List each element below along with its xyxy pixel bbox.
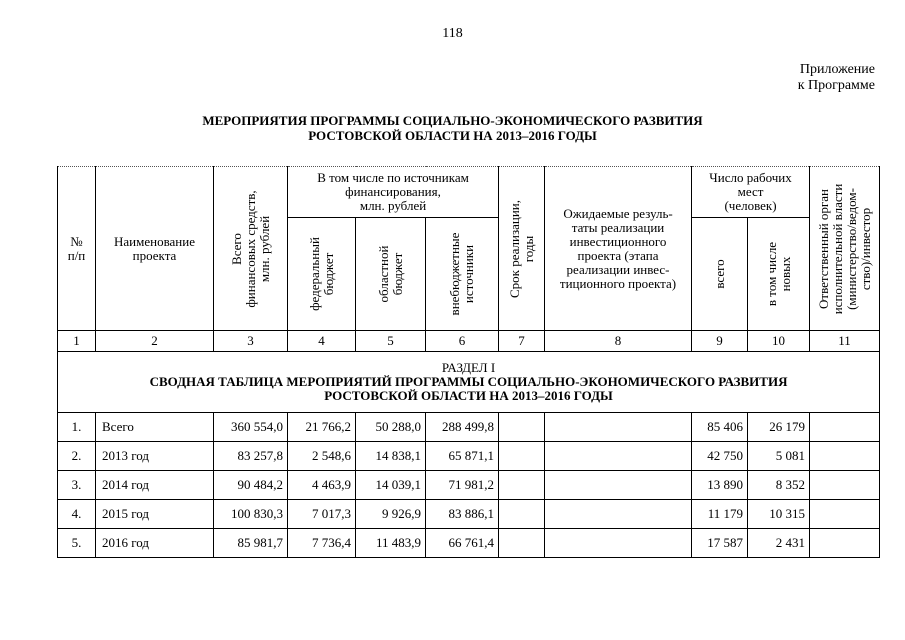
header-sources xyxy=(288,167,499,218)
header-federal xyxy=(288,218,356,331)
table-row xyxy=(58,471,880,500)
header-results-line-1: Ожидаемые резуль- xyxy=(563,205,673,221)
column-number: 4 xyxy=(288,331,356,352)
column-number: 8 xyxy=(545,331,692,352)
table-row xyxy=(58,442,880,471)
header-federal-line-2: бюджет xyxy=(320,252,336,296)
title-line-1: МЕРОПРИЯТИЯ ПРОГРАММЫ СОЦИАЛЬНО-ЭКОНОМИЧЕСКОГО РАЗВИТИЯ xyxy=(202,113,703,128)
column-number: 5 xyxy=(356,331,426,352)
header-term xyxy=(499,167,545,331)
cell-num: 4. xyxy=(58,500,96,529)
cell-results xyxy=(545,500,692,529)
cell-jobs-total: 42 750 xyxy=(692,442,748,471)
table-row xyxy=(58,529,880,558)
appendix-line-2: к Программе xyxy=(797,78,875,93)
cell-term xyxy=(499,529,545,558)
cell-name: 2016 год xyxy=(96,529,214,558)
header-regional xyxy=(356,218,426,331)
cell-responsible xyxy=(810,471,880,500)
header-jobs-total xyxy=(692,218,748,331)
page-number: 118 xyxy=(442,26,463,41)
header-results-line-4: проекта (этапа xyxy=(577,247,659,263)
header-jobs xyxy=(692,167,810,218)
header-results-line-6: тиционного проекта) xyxy=(559,275,677,291)
header-jobs-new xyxy=(748,218,810,331)
header-jobs-new-line-2: новых xyxy=(777,256,793,292)
cell-responsible xyxy=(810,529,880,558)
cell-responsible xyxy=(810,413,880,442)
cell-federal: 7 736,4 xyxy=(288,529,356,558)
cell-num: 5. xyxy=(58,529,96,558)
section-title-line-1: СВОДНАЯ ТАБЛИЦА МЕРОПРИЯТИЙ ПРОГРАММЫ СОЦИАЛЬНО-ЭКОНОМИЧЕСКОГО РАЗВИТИЯ xyxy=(149,374,788,389)
header-jobs-line-2: мест xyxy=(737,184,764,199)
cell-offbudget: 83 886,1 xyxy=(426,500,499,529)
column-number: 7 xyxy=(499,331,545,352)
header-results-line-3: инвестиционного xyxy=(569,233,667,249)
header-sources-line-1: В том числе по источникам xyxy=(317,170,469,185)
header-regional-line-2: бюджет xyxy=(389,252,405,296)
cell-term xyxy=(499,500,545,529)
header-name-line-1: Наименование xyxy=(114,233,195,249)
column-number: 1 xyxy=(58,331,96,352)
cell-regional: 14 039,1 xyxy=(356,471,426,500)
cell-results xyxy=(545,442,692,471)
header-name-line-2: проекта xyxy=(132,247,177,263)
cell-name: Всего xyxy=(96,413,214,442)
header-responsible-line-2: исполнительной власти xyxy=(829,183,845,314)
cell-responsible xyxy=(810,442,880,471)
column-number: 3 xyxy=(214,331,288,352)
header-results xyxy=(545,167,692,331)
header-responsible-line-3: (министерство/ведом- xyxy=(843,187,859,310)
cell-term xyxy=(499,413,545,442)
cell-jobs-total: 85 406 xyxy=(692,413,748,442)
header-sources-line-2: финансирования, xyxy=(345,184,441,199)
section-cell xyxy=(58,352,880,413)
cell-total: 90 484,2 xyxy=(214,471,288,500)
cell-federal: 4 463,9 xyxy=(288,471,356,500)
column-number: 11 xyxy=(810,331,880,352)
cell-num: 1. xyxy=(58,413,96,442)
header-name xyxy=(96,167,214,331)
header-row-1 xyxy=(58,167,880,218)
header-responsible-line-1: Ответственный орган xyxy=(815,188,831,309)
cell-jobs-total: 11 179 xyxy=(692,500,748,529)
header-jobs-line-3: (человек) xyxy=(724,198,777,213)
cell-jobs-new: 26 179 xyxy=(748,413,810,442)
cell-term xyxy=(499,442,545,471)
cell-regional: 50 288,0 xyxy=(356,413,426,442)
header-total xyxy=(214,167,288,331)
cell-federal: 7 017,3 xyxy=(288,500,356,529)
header-total-line-3: млн. рублей xyxy=(256,215,272,282)
header-jobs-line-1: Число рабочих xyxy=(709,170,792,185)
cell-regional: 11 483,9 xyxy=(356,529,426,558)
cell-num: 2. xyxy=(58,442,96,471)
cell-results xyxy=(545,413,692,442)
column-number: 9 xyxy=(692,331,748,352)
column-number: 10 xyxy=(748,331,810,352)
column-number: 6 xyxy=(426,331,499,352)
cell-regional: 9 926,9 xyxy=(356,500,426,529)
header-responsible xyxy=(810,167,880,331)
cell-num: 3. xyxy=(58,471,96,500)
header-num-line-1: № xyxy=(70,233,83,249)
header-num xyxy=(58,167,96,331)
cell-offbudget: 288 499,8 xyxy=(426,413,499,442)
cell-name: 2013 год xyxy=(96,442,214,471)
program-table xyxy=(57,166,880,558)
header-num-line-2: п/п xyxy=(67,247,86,263)
cell-term xyxy=(499,471,545,500)
cell-total: 360 554,0 xyxy=(214,413,288,442)
cell-jobs-new: 10 315 xyxy=(748,500,810,529)
header-offbudget xyxy=(426,218,499,331)
cell-federal: 21 766,2 xyxy=(288,413,356,442)
cell-name: 2014 год xyxy=(96,471,214,500)
table-row xyxy=(58,500,880,529)
section-label: РАЗДЕЛ I xyxy=(441,360,496,375)
header-term-line-2: годы xyxy=(520,235,536,262)
header-results-line-2: таты реализации xyxy=(571,219,665,235)
header-jobs-total-text: всего xyxy=(711,259,727,289)
header-total-line-1: Всего xyxy=(228,232,244,265)
cell-jobs-total: 17 587 xyxy=(692,529,748,558)
cell-regional: 14 838,1 xyxy=(356,442,426,471)
section-row xyxy=(58,352,880,413)
column-number: 2 xyxy=(96,331,214,352)
appendix-line-1: Приложение xyxy=(799,62,875,77)
header-offbudget-line-2: источники xyxy=(461,244,477,304)
cell-results xyxy=(545,529,692,558)
column-numbers-row xyxy=(58,331,880,352)
title-line-2: РОСТОВСКОЙ ОБЛАСТИ НА 2013–2016 ГОДЫ xyxy=(308,128,597,143)
header-jobs-new-line-1: в том числе xyxy=(763,241,779,307)
cell-jobs-new: 5 081 xyxy=(748,442,810,471)
cell-total: 100 830,3 xyxy=(214,500,288,529)
cell-jobs-new: 2 431 xyxy=(748,529,810,558)
header-responsible-line-4: ство)/инвестор xyxy=(857,207,873,290)
header-federal-line-1: федеральный xyxy=(306,237,322,311)
header-results-line-5: реализации инвес- xyxy=(566,261,670,277)
header-term-line-1: Срок реализации, xyxy=(506,199,522,298)
cell-offbudget: 71 981,2 xyxy=(426,471,499,500)
document-title xyxy=(0,113,905,143)
cell-offbudget: 65 871,1 xyxy=(426,442,499,471)
header-offbudget-line-1: внебюджетные xyxy=(447,232,463,316)
table-row xyxy=(58,413,880,442)
cell-results xyxy=(545,471,692,500)
cell-offbudget: 66 761,4 xyxy=(426,529,499,558)
cell-total: 85 981,7 xyxy=(214,529,288,558)
cell-responsible xyxy=(810,500,880,529)
cell-jobs-total: 13 890 xyxy=(692,471,748,500)
section-title-line-2: РОСТОВСКОЙ ОБЛАСТИ НА 2013–2016 ГОДЫ xyxy=(324,388,613,403)
cell-name: 2015 год xyxy=(96,500,214,529)
header-regional-line-1: областной xyxy=(375,245,391,303)
appendix-note xyxy=(798,62,875,94)
cell-jobs-new: 8 352 xyxy=(748,471,810,500)
cell-federal: 2 548,6 xyxy=(288,442,356,471)
header-total-line-2: финансовых средств, xyxy=(242,189,258,308)
cell-total: 83 257,8 xyxy=(214,442,288,471)
header-sources-line-3: млн. рублей xyxy=(359,198,427,213)
